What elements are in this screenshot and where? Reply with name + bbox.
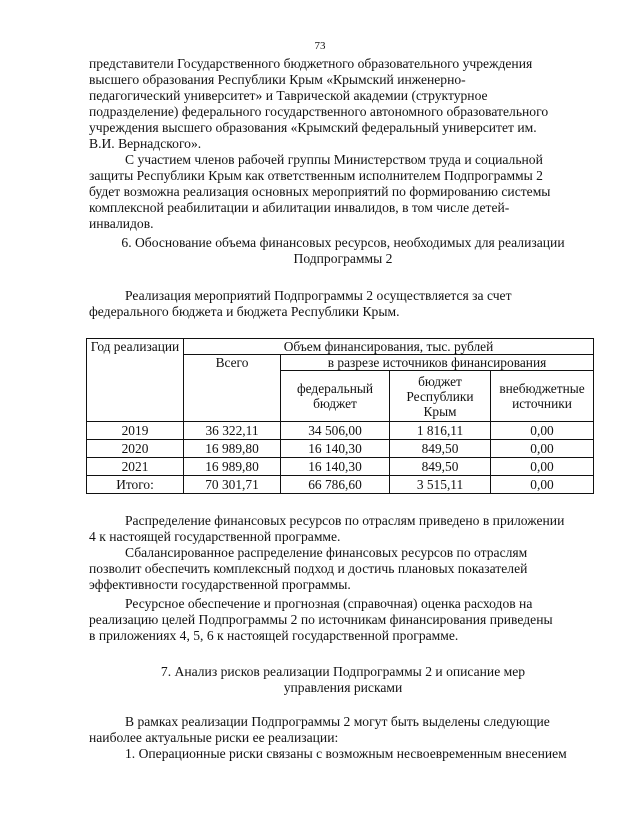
text-line: высшего образования Республики Крым «Крымский инженерно- [89, 72, 466, 87]
cell-regional: 849,50 [390, 458, 491, 476]
text-line: В рамках реализации Подпрограммы 2 могут быть выделены следующие [125, 714, 550, 729]
risks-paragraph [89, 714, 597, 762]
cell-total: 36 322,11 [184, 422, 281, 440]
cell-total: 70 301,71 [184, 476, 281, 494]
cell-regional: 849,50 [390, 440, 491, 458]
cell-year: 2020 [87, 440, 184, 458]
header-extrabudget: внебюджетные источники [491, 371, 594, 422]
text-line: позволит обеспечить комплексный подход и достичь плановых показателей [89, 561, 528, 576]
header-sources: в разрезе источников финансирования [281, 355, 594, 371]
cell-total: 16 989,80 [184, 440, 281, 458]
cell-extrabudget: 0,00 [491, 440, 594, 458]
text-line: 4 к настоящей государственной программе. [89, 529, 341, 544]
table-row [87, 458, 594, 476]
text-line: 1. Операционные риски связаны с возможным несвоевременным внесением [125, 746, 567, 761]
financing-table [86, 338, 594, 494]
header-volume: Объем финансирования, тыс. рублей [184, 339, 594, 355]
cell-year: Итого: [87, 476, 184, 494]
text-line: С участием членов рабочей группы Министерством труда и социальной [125, 152, 543, 167]
cell-regional: 3 515,11 [390, 476, 491, 494]
cell-extrabudget: 0,00 [491, 458, 594, 476]
heading-line: 6. Обоснование объема финансовых ресурсов, необходимых для реализации [121, 235, 565, 250]
text-line: В.И. Вернадского». [89, 136, 202, 151]
intro-paragraph [89, 56, 597, 152]
heading-line: управления рисками [283, 680, 403, 695]
header-regional: бюджет Республики Крым [390, 371, 491, 422]
cell-federal: 16 140,30 [281, 458, 390, 476]
text-line: Ресурсное обеспечение и прогнозная (справочная) оценка расходов на [125, 596, 533, 611]
resources-paragraph [89, 596, 597, 644]
balanced-paragraph [89, 545, 597, 593]
text-line: защиты Республики Крым как ответственным исполнителем Подпрограммы 2 [89, 168, 543, 183]
text-line: наиболее актуальные риски ее реализации: [89, 730, 339, 745]
cell-federal: 16 140,30 [281, 440, 390, 458]
cell-year: 2019 [87, 422, 184, 440]
cell-regional: 1 816,11 [390, 422, 491, 440]
text-line: в приложениях 4, 5, 6 к настоящей государственной программе. [89, 628, 459, 643]
text-line: представители Государственного бюджетного образовательного учреждения [89, 56, 533, 71]
cell-extrabudget: 0,00 [491, 422, 594, 440]
text-line: будет возможна реализация основных мероприятий по формированию системы [89, 184, 551, 199]
text-line: инвалидов. [89, 216, 154, 231]
page-number: 73 [314, 40, 326, 52]
cell-federal: 66 786,60 [281, 476, 390, 494]
text-line: учреждения высшего образования «Крымский федеральный университет им. [89, 120, 537, 135]
distribution-paragraph [89, 513, 597, 545]
table-row [87, 422, 594, 440]
table-row [87, 440, 594, 458]
header-year: Год реализации [87, 339, 184, 422]
cell-total: 16 989,80 [184, 458, 281, 476]
heading-line: 7. Анализ рисков реализации Подпрограммы 2 и описание мер [160, 664, 526, 679]
header-total: Всего [184, 355, 281, 422]
section-7-title [89, 664, 597, 696]
text-line: Распределение финансовых ресурсов по отраслям приведено в приложении [125, 513, 565, 528]
text-line: комплексной реабилитации и абилитации инвалидов, в том числе детей- [89, 200, 510, 215]
table-row-total [87, 476, 594, 494]
cell-extrabudget: 0,00 [491, 476, 594, 494]
header-federal: федеральный бюджет [281, 371, 390, 422]
text-line: реализацию целей Подпрограммы 2 по источникам финансирования приведены [89, 612, 553, 627]
cell-federal: 34 506,00 [281, 422, 390, 440]
text-line: федерального бюджета и бюджета Республики Крым. [89, 304, 400, 319]
cell-year: 2021 [87, 458, 184, 476]
text-line: подразделение) федерального государственного автономного образовательного [89, 104, 549, 119]
text-line: Сбалансированное распределение финансовых ресурсов по отраслям [125, 545, 528, 560]
text-line: Реализация мероприятий Подпрограммы 2 осуществляется за счет [125, 288, 512, 303]
text-line: педагогический университет» и Таврической академии (структурное [89, 88, 488, 103]
working-group-paragraph [89, 152, 597, 232]
funding-paragraph [89, 288, 597, 320]
heading-line: Подпрограммы 2 [293, 251, 393, 266]
section-6-title [89, 235, 597, 267]
text-line: эффективности государственной программы. [89, 577, 351, 592]
